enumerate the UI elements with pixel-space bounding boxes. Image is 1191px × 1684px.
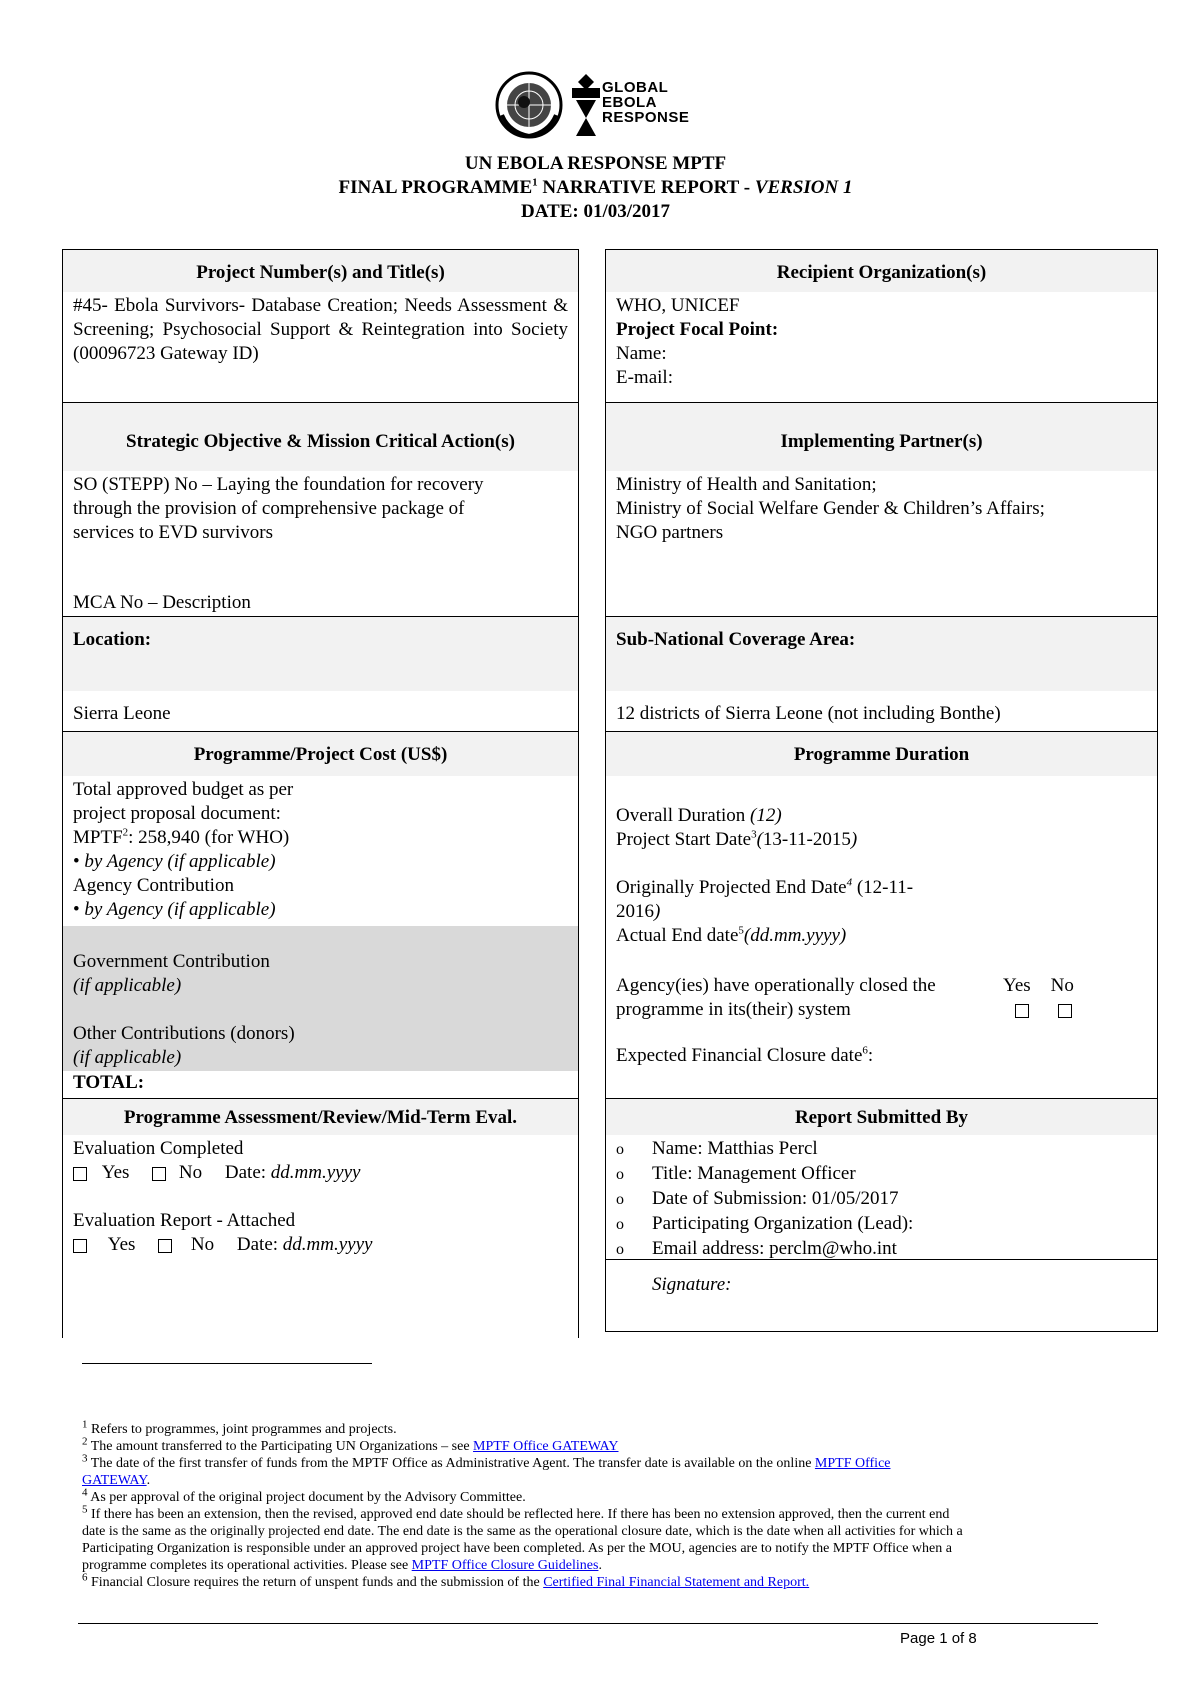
footer-rule [78, 1623, 1098, 1624]
eval-completed: Evaluation Completed Yes No Date: dd.mm.yyyy [73, 1138, 361, 1183]
submitted-list [616, 1137, 913, 1262]
footnote-separator [82, 1363, 372, 1364]
heading-date: DATE: 01/03/2017 [520, 201, 670, 222]
strategic-text: SO (STEPP) No – Laying the foundation for recovery through the provision of comprehensive package of services to EVD survivors [73, 474, 484, 543]
footnote-2: $^2$ The amount transferred to the Participating UN Organizations – see MPTF Office GATEWAY [82, 1435, 619, 1454]
closed-yes-checkbox[interactable] [1015, 1004, 1029, 1018]
signature-label: Signature: [652, 1274, 732, 1295]
coverage-value: 12 districts of Sierra Leone (not including Bonthe) [616, 703, 1001, 724]
closed-no-checkbox[interactable] [1058, 1004, 1072, 1018]
financial-statement-link[interactable]: Certified Final Financial Statement and Report. [543, 1575, 810, 1590]
recipient-info: WHO, UNICEF Project Focal Point: Name: E-mail: [616, 295, 779, 388]
page-number: Page 1 of 8 [900, 1630, 977, 1647]
heading-line1: UN EBOLA RESPONSE MPTF [464, 153, 727, 174]
location-value: Sierra Leone [73, 703, 171, 724]
submitted-cell [605, 1098, 1158, 1332]
project-cell [62, 249, 579, 403]
coverage-label: Sub-National Coverage Area: [616, 629, 856, 650]
submitted-header: Report Submitted By [794, 1107, 969, 1128]
cost-cell [62, 731, 579, 1099]
cost-total: TOTAL: [73, 1072, 145, 1093]
location-cell [62, 616, 579, 732]
logo [494, 70, 694, 140]
report-heading [0, 152, 1191, 224]
strategic-header: Strategic Objective & Mission Critical Action(s) [126, 431, 515, 452]
location-label: Location: [73, 629, 152, 650]
report-no-checkbox[interactable] [158, 1239, 172, 1253]
gateway-link[interactable]: MPTF Office GATEWAY [473, 1439, 619, 1454]
partners-cell [605, 402, 1158, 617]
project-title: #45- Ebola Survivors- Database Creation; Needs Assessment & Screening; Psychosocial Support & Reintegration into Society (00096723 Gateway ID) [73, 295, 568, 364]
ebola-response-icon [572, 74, 600, 140]
bullet-icon: • [73, 899, 80, 920]
duration-info: Overall Duration (12) Project Start Date$^3$(13-11-2015) [616, 805, 858, 850]
report-yes-checkbox[interactable] [73, 1239, 87, 1253]
footnote-3: $^3$ The date of the first transfer of funds from the MPTF Office as Administrative Agent. The transfer date is available on the online MPTF Office [82, 1452, 891, 1471]
cost-budget: Total approved budget as per project proposal document: MPTF$^2$: 258,940 (for WHO) • by Agency (if applicable) Agency Contribution • by Agency (if applicable) [73, 779, 294, 920]
recipient-cell [605, 249, 1158, 403]
list-item: o Date of Submission: 01/05/2017 [616, 1188, 899, 1209]
duration-cell [605, 731, 1158, 1099]
eval-no-checkbox[interactable] [152, 1167, 166, 1181]
duration-header: Programme Duration [793, 744, 970, 765]
footnote-5: $^5$ If there has been an extension, then the revised, approved end date should be reflected here. If there has been no extension approved, then the current end [82, 1503, 950, 1522]
partners-header: Implementing Partner(s) [780, 431, 983, 452]
footnote-4: $^4$ As per approval of the original project document by the Advisory Committee. [82, 1486, 526, 1505]
footnote-1: $^1$ Refers to programmes, joint programmes and projects. [82, 1418, 397, 1437]
strategic-cell [62, 402, 579, 617]
cost-header: Programme/Project Cost (US$) [193, 744, 448, 765]
list-item: o Participating Organization (Lead): [616, 1213, 914, 1234]
recipient-header: Recipient Organization(s) [776, 262, 987, 283]
gateway-link-2[interactable]: GATEWAY [82, 1473, 147, 1488]
partners-list: Ministry of Health and Sanitation; Ministry of Social Welfare Gender & Children’s Affairs; NGO partners [616, 474, 1045, 543]
project-header: Project Number(s) and Title(s) [196, 262, 445, 283]
list-item: o Email address: perclm@who.int [616, 1238, 897, 1259]
mca-text: MCA No – Description [73, 592, 251, 613]
original-end-date: Originally Projected End Date$^4$ (12-11- 2016) Actual End date$^5$(dd.mm.yyyy) [616, 876, 914, 946]
eval-yes-checkbox[interactable] [73, 1167, 87, 1181]
closure-options: Yes No [1003, 974, 1074, 1022]
footnotes: $^1$ Refers to programmes, joint programmes and projects. $^2$ The amount transferred to the Participating UN Organizations – see MPTF Office GATEWAY $^3$ The date of the first transfer of funds from the MPTF Office as Administrative Agent. The transfer date is available on the online MPTF Office GATEWAY. $^4$ As per approval of the original project document by the Advisory Committee. $^5$ If there has been an extension, then the revised, approved end date should be reflected here. If there has been no extension approved, then the current end date is the same as the originally projected end date. The end date is the same as the operational closure date, which is the date when all activities for which a Participating Organization is responsible under an approved project have been completed. As per the MOU, agencies are to notify the MPTF Office when a programme completes its operational activities. Please see MPTF Office Closure Guidelines. $^6$ Financial Closure requires the return of unspent funds and the submission of the Certified Final Financial Statement and Report. [82, 1421, 1102, 1591]
assessment-cell [62, 1098, 579, 1338]
heading-line2: FINAL PROGRAMME$^1$ NARRATIVE REPORT - VERSION 1 [338, 176, 853, 198]
footnote-6: $^6$ Financial Closure requires the return of unspent funds and the submission of the Certified Final Financial Statement and Report. [82, 1571, 810, 1590]
bullet-icon: • [73, 851, 80, 872]
eval-report: Evaluation Report - Attached Yes No Date: dd.mm.yyyy [73, 1210, 373, 1255]
mptf-office-link[interactable]: MPTF Office [814, 1456, 891, 1471]
gov-contribution: Government Contribution (if applicable) [73, 951, 270, 996]
list-item: o Title: Management Officer [616, 1163, 856, 1184]
un-emblem-icon [494, 70, 564, 140]
other-contribution: Other Contributions (donors) (if applicable) [73, 1023, 295, 1068]
operational-closure: Agency(ies) have operationally closed the programme in its(their) system [616, 975, 936, 1020]
coverage-cell [605, 616, 1158, 732]
closure-guidelines-link[interactable]: MPTF Office Closure Guidelines [411, 1558, 599, 1573]
financial-closure: Expected Financial Closure date$^6$: [616, 1044, 874, 1066]
assessment-header: Programme Assessment/Review/Mid-Term Eval. [123, 1107, 518, 1128]
logo-text: GLOBAL EBOLA RESPONSE [602, 79, 690, 126]
list-item: o Name: Matthias Percl [616, 1138, 818, 1159]
